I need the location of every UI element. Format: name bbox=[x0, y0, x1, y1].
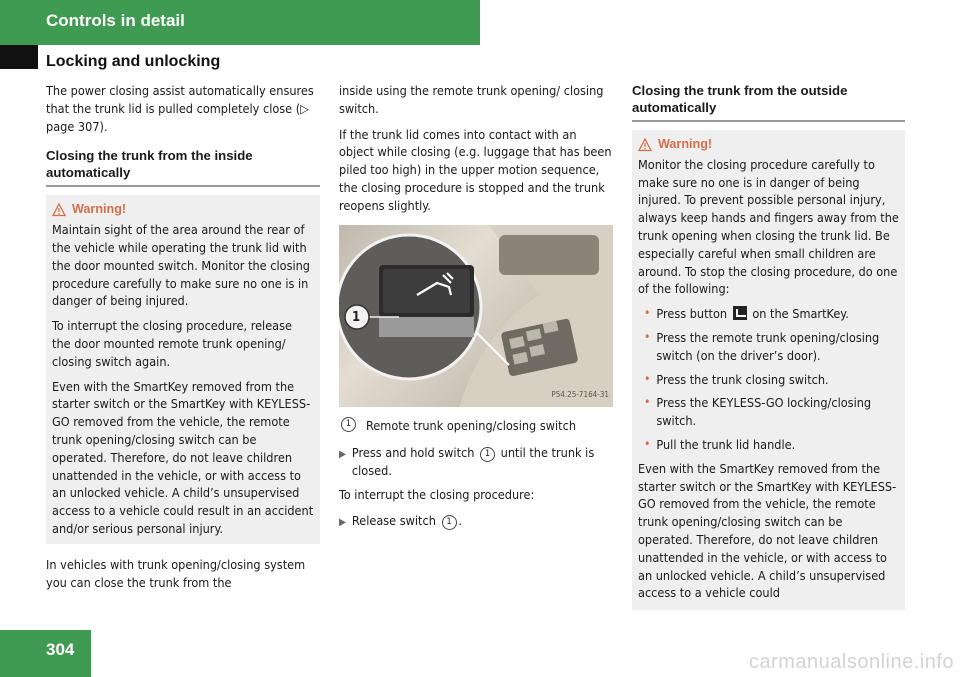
step-text-b: . bbox=[458, 512, 463, 528]
warning-triangle-icon bbox=[52, 203, 66, 217]
chapter-title: Controls in detail bbox=[46, 11, 185, 30]
step-arrow-icon: ▶ bbox=[339, 516, 346, 528]
bullet-dot-icon: • bbox=[644, 329, 651, 344]
warning-paragraph: To interrupt the closing procedure, release the door mounted remote trunk opening/ closing switch again. bbox=[52, 318, 292, 369]
trunk-button-icon bbox=[733, 306, 747, 320]
warning-title-text: Warning! bbox=[72, 202, 127, 217]
warning-title bbox=[638, 136, 899, 154]
bullet-text: Press the remote trunk opening/closing switch (on the driver’s door). bbox=[656, 329, 880, 363]
warning-triangle-icon bbox=[638, 138, 652, 152]
outside-closing-heading: Closing the trunk from the outside automatically bbox=[632, 82, 905, 122]
warning-title-text: Warning! bbox=[658, 137, 713, 151]
step-text bbox=[352, 512, 462, 532]
warning-title bbox=[52, 201, 314, 219]
caption-text: Remote trunk opening/closing switch bbox=[366, 417, 577, 433]
bullet-dot-icon: • bbox=[644, 371, 651, 386]
bullet-item bbox=[644, 394, 899, 430]
door-switch-photo bbox=[339, 225, 613, 407]
watermark: carmanualsonline.info bbox=[748, 651, 954, 673]
bullet-dot-icon: • bbox=[644, 436, 651, 451]
step-arrow-icon: ▶ bbox=[339, 449, 346, 461]
step-text-a: Release switch bbox=[351, 512, 436, 528]
bullet-item bbox=[644, 436, 899, 454]
warning-paragraph: Even with the SmartKey removed from the starter switch or the SmartKey with KEYLESS-GO removed from the vehicle, the remote trunk opening/closing switch can be operated. Therefore, do not leave children unattended in the vehicle, or with access to an unlocked vehicle. A child’s unsupervised access to a vehicle could result in an accident and/or serious personal injury. bbox=[52, 378, 314, 536]
door-switch-illustration bbox=[339, 225, 613, 407]
bullet-dot-icon: • bbox=[644, 395, 651, 410]
inside-closing-heading: Closing the trunk from the inside automatically bbox=[46, 147, 320, 187]
bullet-text-a: Press button bbox=[656, 306, 728, 322]
contact-paragraph: If the trunk lid comes into contact with an object while closing (e.g. luggage that has been piled too high) in the upper motion sequence, the closing procedure is stopped and the trunk reopens slightly. bbox=[339, 126, 612, 213]
step-switch-number: 1 bbox=[442, 515, 457, 530]
bullet-text: Press the KEYLESS-GO locking/closing switch. bbox=[656, 395, 872, 429]
corner-marker bbox=[0, 45, 38, 69]
figure-caption bbox=[339, 417, 613, 435]
continued-paragraph: inside using the remote trunk opening/ closing switch. bbox=[339, 83, 604, 116]
step-release bbox=[339, 512, 613, 532]
bullet-item bbox=[644, 371, 899, 389]
step-text-b: until the trunk is closed. bbox=[351, 445, 595, 479]
intro-paragraph: The power closing assist automatically ensures that the trunk lid is pulled completely close (▷ page 307). bbox=[46, 83, 314, 134]
outro-paragraph: In vehicles with trunk opening/closing system you can close the trunk from the bbox=[46, 556, 306, 590]
bullet-dot-icon: • bbox=[644, 306, 651, 321]
step-switch-number: 1 bbox=[480, 447, 495, 462]
bullet-text: Press the trunk closing switch. bbox=[656, 371, 829, 387]
step-text-a: Press and hold switch bbox=[351, 445, 475, 461]
bullet-item bbox=[644, 305, 899, 323]
page-number: 304 bbox=[46, 640, 75, 659]
step-text bbox=[352, 444, 613, 480]
warning-intro: Monitor the closing procedure carefully to make sure no one is in danger of being injured. To prevent possible personal injury, always keep hands and fingers away from the trunk opening when closing the trunk lid. Be especially careful when small children are around. To stop the closing procedure, do one of the following: bbox=[638, 156, 899, 297]
caption-number: 1 bbox=[341, 417, 356, 432]
bullet-text bbox=[656, 305, 848, 323]
bullet-text: Pull the trunk lid handle. bbox=[656, 436, 796, 452]
step-press-hold bbox=[339, 444, 613, 480]
warning-box-outside bbox=[632, 130, 905, 610]
column-left bbox=[46, 82, 320, 599]
warning-box-inside bbox=[46, 195, 320, 543]
warning-outro: Even with the SmartKey removed from the starter switch or the SmartKey with KEYLESS-GO removed from the vehicle, the remote trunk opening/closing switch can be operated. Therefore, do not leave children unattended in the vehicle, or with access to an unlocked vehicle. A child’s unsupervised access to a vehicle could bbox=[638, 460, 897, 601]
bullet-text-b: on the SmartKey. bbox=[752, 306, 849, 322]
interrupt-text: To interrupt the closing procedure: bbox=[339, 487, 535, 503]
column-middle bbox=[339, 82, 613, 538]
photo-callout-number: 1 bbox=[352, 309, 361, 325]
column-right bbox=[632, 82, 905, 610]
section-title: Locking and unlocking bbox=[46, 53, 221, 70]
warning-paragraph: Maintain sight of the area around the rear of the vehicle while operating the trunk lid with the door mounted switch. Monitor the closing procedure carefully to make sure no one is in danger of being injured. bbox=[52, 222, 310, 309]
bullet-item bbox=[644, 329, 899, 365]
photo-reference-code: P54.25-7164-31 bbox=[551, 389, 609, 399]
